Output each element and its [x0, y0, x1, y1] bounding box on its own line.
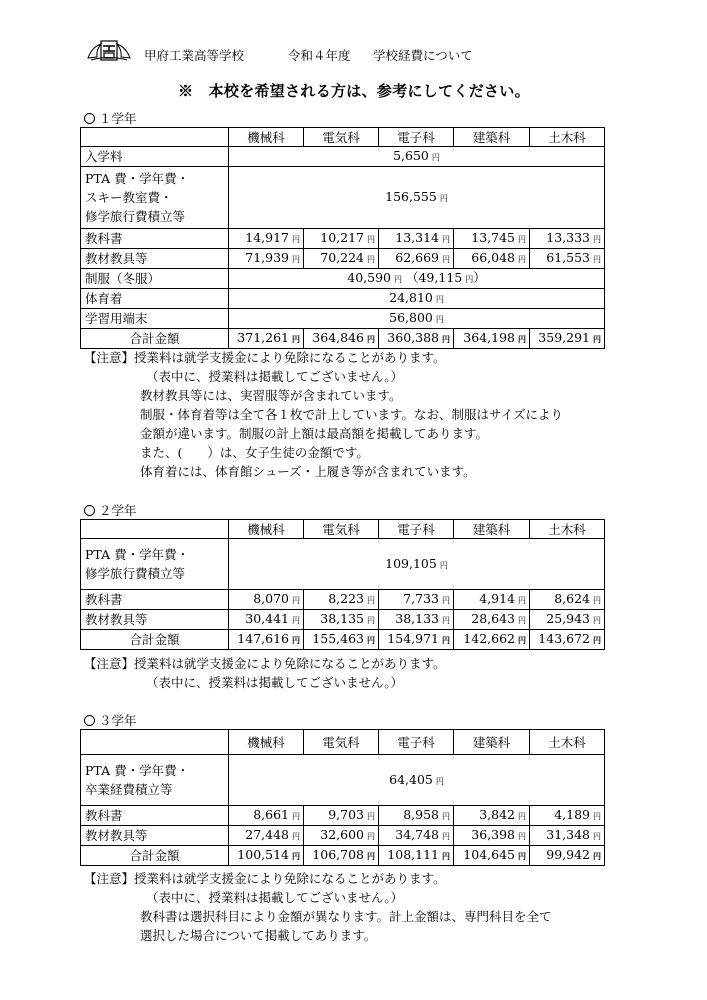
pta-fee-cell: 64,405 円: [229, 755, 605, 806]
total-cell: 364,198 円: [454, 329, 530, 349]
table-row: [81, 128, 605, 147]
total-cell: 360,388 円: [379, 329, 454, 349]
grade2-notes: [84, 654, 446, 692]
dept-header: 建築科: [454, 128, 530, 147]
note-line: （表中に、授業料は掲載してございません。）: [146, 675, 404, 690]
pe-wear-fee-cell: 24,810 円: [229, 289, 605, 309]
row-label: PTA 費・学年費・ スキー教室費・ 修学旅行費積立等: [81, 167, 229, 229]
amount-cell: 61,553 円: [530, 249, 605, 269]
table-row: [81, 730, 605, 755]
school-name: 甲府工業高等学校: [144, 48, 245, 63]
grade2-fee-table: [80, 519, 605, 650]
dept-header: 土木科: [530, 730, 605, 755]
dept-header: 機械科: [229, 128, 304, 147]
dept-header: 建築科: [454, 520, 530, 539]
table-row: [81, 249, 605, 269]
amount-cell: 14,917 円: [229, 229, 304, 249]
amount-cell: 30,441 円: [229, 610, 304, 630]
amount-cell: 38,135 円: [304, 610, 379, 630]
amount-cell: 8,958 円: [379, 806, 454, 826]
header-blank-cell: [81, 730, 229, 755]
pta-fee-cell: 109,105 円: [229, 539, 605, 590]
total-cell: 371,261 円: [229, 329, 304, 349]
dept-header: 電気科: [304, 730, 379, 755]
amount-cell: 10,217 円: [304, 229, 379, 249]
total-cell: 155,463 円: [304, 630, 379, 650]
amount-cell: 38,133 円: [379, 610, 454, 630]
row-label: 教科書: [81, 806, 229, 826]
table-row: [81, 539, 605, 590]
row-label: 教科書: [81, 229, 229, 249]
amount-cell: 32,600 円: [304, 826, 379, 846]
amount-cell: 71,939 円: [229, 249, 304, 269]
notice-heading: ※ 本校を希望される方は、参考にしてください。: [178, 82, 530, 100]
row-label: 教科書: [81, 590, 229, 610]
table-row: [81, 610, 605, 630]
table-row: [81, 520, 605, 539]
page-header: [86, 38, 686, 64]
dept-header: 土木科: [530, 520, 605, 539]
table-row: [81, 630, 605, 650]
row-label: PTA 費・学年費・ 卒業経費積立等: [81, 755, 229, 806]
table-row: [81, 329, 605, 349]
amount-cell: 7,733 円: [379, 590, 454, 610]
table-row: [81, 846, 605, 866]
table-row: [81, 269, 605, 289]
table-row: [81, 826, 605, 846]
dept-header: 電子科: [379, 520, 454, 539]
pta-fee-cell: 156,555 円: [229, 167, 605, 229]
amount-cell: 13,333 円: [530, 229, 605, 249]
circle-marker-icon: [84, 505, 95, 516]
total-cell: 108,111 円: [379, 846, 454, 866]
row-label: 体育着: [81, 289, 229, 309]
table-row: [81, 229, 605, 249]
note-line: 【注意】授業料は就学支援金により免除になることがあります。: [84, 656, 446, 671]
total-cell: 104,645 円: [454, 846, 530, 866]
note-line: また、( ）は、女子生徒の金額です。: [140, 445, 369, 460]
amount-cell: 28,643 円: [454, 610, 530, 630]
circle-marker-icon: [84, 715, 95, 726]
amount-cell: 8,223 円: [304, 590, 379, 610]
amount-cell: 4,189 円: [530, 806, 605, 826]
note-line: （表中に、授業料は掲載してございません。）: [146, 890, 404, 905]
note-line: 金額が違います。制服の計上額は最高額を掲載してあります。: [140, 426, 489, 441]
grade3-fee-table: [80, 729, 605, 866]
header-blank-cell: [81, 128, 229, 147]
dept-header: 電子科: [379, 128, 454, 147]
grade1-fee-table: [80, 127, 605, 349]
amount-cell: 62,669 円: [379, 249, 454, 269]
circle-marker-icon: [84, 113, 95, 124]
grade3-notes: [84, 869, 552, 945]
amount-cell: 8,070 円: [229, 590, 304, 610]
grade1-title: １学年: [84, 109, 137, 127]
note-line: 【注意】授業料は就学支援金により免除になることがあります。: [84, 871, 446, 886]
total-label: 合計金額: [81, 846, 229, 866]
fiscal-year: 令和４年度: [288, 48, 351, 63]
grade3-title: ３学年: [84, 711, 137, 729]
school-emblem-icon: [86, 38, 132, 64]
total-cell: 154,971 円: [379, 630, 454, 650]
amount-cell: 9,703 円: [304, 806, 379, 826]
dept-header: 機械科: [229, 730, 304, 755]
dept-header: 電子科: [379, 730, 454, 755]
amount-cell: 34,748 円: [379, 826, 454, 846]
row-label: 入学料: [81, 147, 229, 167]
amount-cell: 27,448 円: [229, 826, 304, 846]
total-cell: 99,942 円: [530, 846, 605, 866]
total-cell: 364,846 円: [304, 329, 379, 349]
row-label: 学習用端末: [81, 309, 229, 329]
amount-cell: 66,048 円: [454, 249, 530, 269]
amount-cell: 3,842 円: [454, 806, 530, 826]
total-cell: 106,708 円: [304, 846, 379, 866]
device-fee-cell: 56,800 円: [229, 309, 605, 329]
note-line: 教科書は選択科目により金額が異なります。計上金額は、専門科目を全て: [140, 909, 552, 924]
total-cell: 359,291 円: [530, 329, 605, 349]
header-blank-cell: [81, 520, 229, 539]
document-topic: 学校経費について: [373, 48, 473, 63]
dept-header: 建築科: [454, 730, 530, 755]
note-line: 体育着には、体育館シューズ・上履き等が含まれています。: [140, 464, 476, 479]
amount-cell: 31,348 円: [530, 826, 605, 846]
total-cell: 147,616 円: [229, 630, 304, 650]
amount-cell: 70,224 円: [304, 249, 379, 269]
note-line: （表中に、授業料は掲載してございません。）: [146, 369, 404, 384]
table-row: [81, 590, 605, 610]
table-row: [81, 289, 605, 309]
dept-header: 電気科: [304, 520, 379, 539]
total-cell: 100,514 円: [229, 846, 304, 866]
grade2-title: ２学年: [84, 501, 137, 519]
amount-cell: 4,914 円: [454, 590, 530, 610]
table-row: [81, 167, 605, 229]
amount-cell: 8,624 円: [530, 590, 605, 610]
note-line: 選択した場合について掲載してあります。: [140, 928, 377, 943]
grade1-notes: [84, 348, 563, 481]
total-label: 合計金額: [81, 630, 229, 650]
note-line: 【注意】授業料は就学支援金により免除になることがあります。: [84, 350, 446, 365]
table-row: [81, 309, 605, 329]
row-label: 教材教具等: [81, 610, 229, 630]
row-label: 教材教具等: [81, 249, 229, 269]
table-row: [81, 755, 605, 806]
amount-cell: 25,943 円: [530, 610, 605, 630]
total-cell: 142,662 円: [454, 630, 530, 650]
amount-cell: 8,661 円: [229, 806, 304, 826]
table-row: [81, 147, 605, 167]
amount-cell: 36,398 円: [454, 826, 530, 846]
admission-fee-cell: 5,650 円: [229, 147, 605, 167]
row-label: 教材教具等: [81, 826, 229, 846]
dept-header: 土木科: [530, 128, 605, 147]
table-row: [81, 806, 605, 826]
amount-cell: 13,745 円: [454, 229, 530, 249]
dept-header: 電気科: [304, 128, 379, 147]
total-label: 合計金額: [81, 329, 229, 349]
row-label: PTA 費・学年費・ 修学旅行費積立等: [81, 539, 229, 590]
note-line: 制服・体育着等は全て各１枚で計上しています。なお、制服はサイズにより: [140, 407, 564, 422]
dept-header: 機械科: [229, 520, 304, 539]
total-cell: 143,672 円: [530, 630, 605, 650]
amount-cell: 13,314 円: [379, 229, 454, 249]
uniform-fee-cell: 40,590 円 （49,115 円）: [229, 269, 605, 289]
row-label: 制服（冬服）: [81, 269, 229, 289]
note-line: 教材教具等には、実習服等が含まれています。: [140, 388, 402, 403]
